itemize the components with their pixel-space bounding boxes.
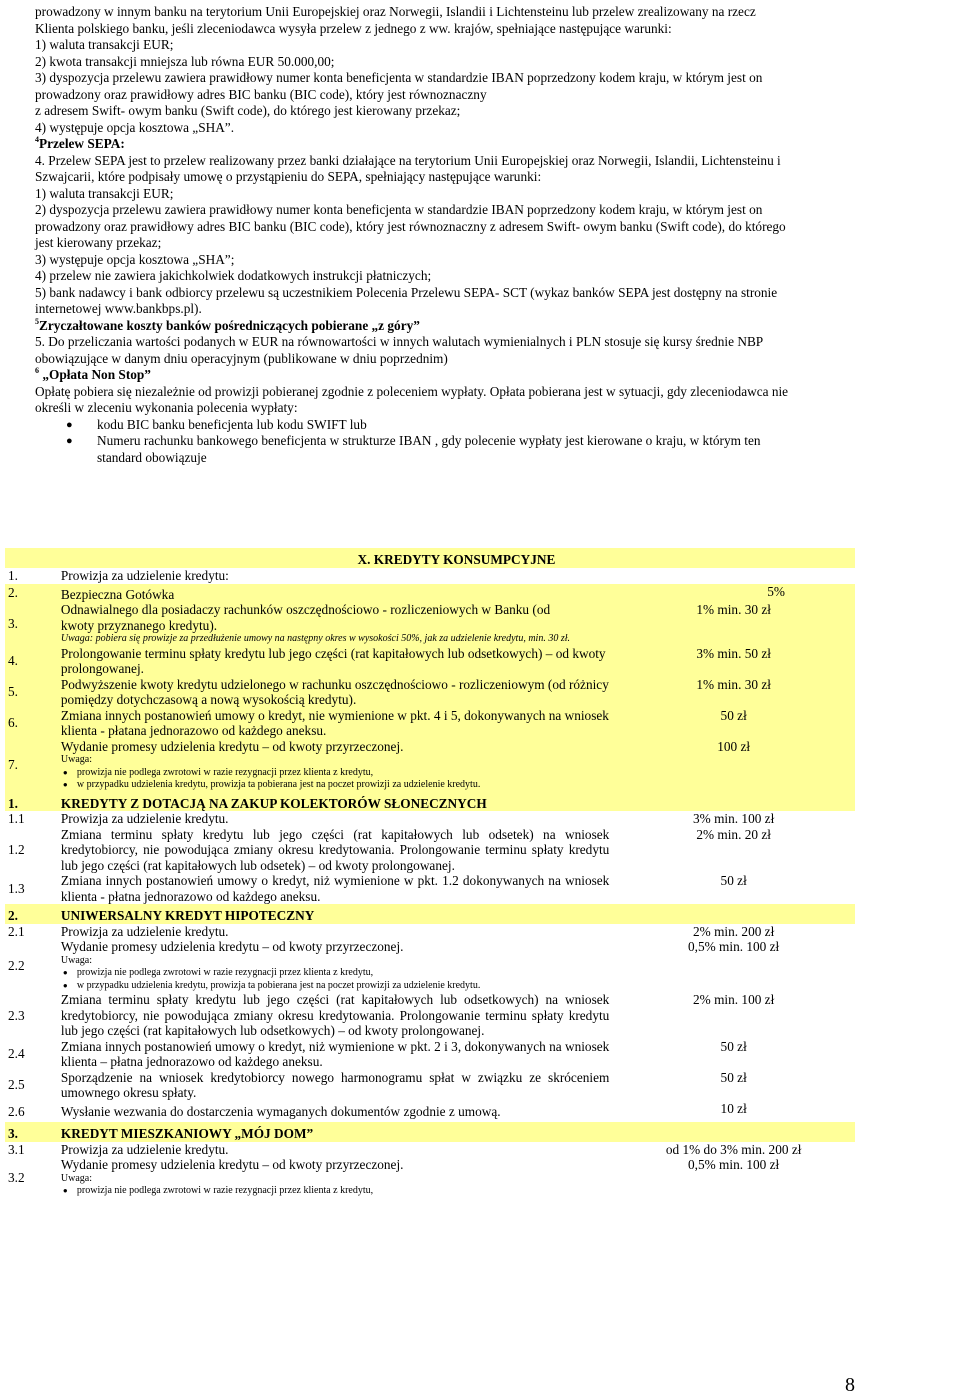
row-number: 7. [5, 739, 58, 792]
row-value: 50 zł [612, 708, 855, 739]
row-description: Prowizja za udzielenie kredytu. [58, 924, 612, 940]
table-row [5, 827, 855, 874]
table-row [5, 811, 855, 827]
row-number: 2.3 [5, 992, 58, 1039]
table-row [5, 873, 855, 904]
text-line: 5. Do przeliczania wartości podanych w EUR na równowartości w innych walutach wymienialnych i PLN stosuje się kursy średnie NBP [35, 334, 764, 349]
row-description: Zmiana terminu spłaty kredytu lub jego części (rat kapitałowych lub odsetkowych) na wniosek kredytobiorcy, nie powodująca zmiany okresu kredytowania. Prolongowanie terminu spłaty kredytu lub jego części (rat kapitałowych lub odsetkowych) – od kwoty prolongowanej. [58, 992, 612, 1039]
text-line: 1) waluta transakcji EUR; [35, 37, 174, 52]
row-description [58, 602, 612, 646]
page-number: 8 [845, 1374, 855, 1396]
text-line: Opłatę pobiera się niezależnie od prowizji pobieranej zgodnie z poleceniem wypłaty. Opłata pobierana jest w sytuacji, gdy zleceniodawca nie [35, 383, 789, 399]
bullet-text: Numeru rachunku bankowego beneficjenta w strukturze IBAN , gdy polecenie wypłaty jest kierowane o kraju, w którym ten [97, 433, 761, 448]
row-note: Uwaga: [60, 1172, 92, 1184]
note-bullet: ● prowizja nie podlega zwrotowi w razie rezygnacji przez klienta z kredytu, [61, 967, 609, 980]
row-value: od 1% do 3% min. 200 zł [612, 1142, 855, 1158]
row-value: 5% [612, 584, 855, 603]
row-number: 4. [5, 646, 58, 677]
text-line: internetowej www.bankbps.pl). [35, 301, 202, 316]
section-title: UNIWERSALNY KREDYT HIPOTECZNY [58, 904, 855, 924]
row-value: 2% min. 20 zł [612, 827, 855, 874]
row-number: 3.1 [5, 1142, 58, 1158]
text-line: jest kierowany przekaz; [35, 235, 162, 250]
text-line: prowadzony oraz prawidłowy adres BIC banku (BIC code), który jest równoznaczny [35, 86, 487, 102]
note-bullet: ● prowizja nie podlega zwrotowi w razie rezygnacji przez klienta z kredytu, [61, 1185, 609, 1198]
row-value: 0,5% min. 100 zł [612, 939, 855, 992]
row-number: 6. [5, 708, 58, 739]
text-line: prowadzony oraz prawidłowy adres BIC banku (BIC code), który jest równoznaczny z adresem Swift- owym banku (Swift code), do którego [35, 218, 786, 234]
text-line: 5) bank nadawcy i bank odbiorcy przelewu są uczestnikiem Polecenia Przelewu SEPA- SCT (wykaz banków SEPA jest dostępny na stronie [35, 284, 778, 300]
note-bullet: ● w przypadku udzielenia kredytu, prowizja ta pobierana jest na poczet prowizji za udzielenie kredytu. [61, 980, 609, 993]
row-value: 50 zł [612, 1070, 855, 1101]
row-number: 3. [5, 602, 58, 646]
text-line: 1) waluta transakcji EUR; [35, 185, 174, 201]
row-value: 100 zł [612, 739, 855, 792]
row-number: 2.1 [5, 924, 58, 940]
row-number: 1.2 [5, 827, 58, 874]
row-number: 2.6 [5, 1101, 58, 1123]
section-number: 3. [5, 1122, 58, 1142]
row-number: 2.5 [5, 1070, 58, 1101]
row-description: Zmiana innych postanowień umowy o kredyt, niż wymienione w pkt. 2 i 3, dokonywanych na wniosek klienta – płatna jednorazowo od każdego aneksu. [58, 1039, 612, 1070]
text-line: określi w zleceniu wykonania polecenia wypłaty: [35, 400, 298, 415]
description-line: Wydanie promesy udzielenia kredytu – od kwoty przyrzeczonej. [60, 1157, 404, 1172]
section-header-row [5, 904, 855, 924]
row-number: 2.2 [5, 939, 58, 992]
row-description: Bezpieczna Gotówka [58, 584, 612, 603]
footnote-marker: 5 [35, 316, 39, 326]
body-text [35, 4, 935, 466]
table-title: X. KREDYTY KONSUMPCYJNE [58, 548, 855, 568]
row-description: Wysłanie wezwania do dostarczenia wymaganych dokumentów zgodnie z umową. [58, 1101, 612, 1123]
row-number: 2. [5, 584, 58, 603]
row-value: 50 zł [612, 873, 855, 904]
row-description: Zmiana terminu spłaty kredytu lub jego części (rat kapitałowych lub odsetek) na wniosek kredytobiorcy, nie powodująca zmiany okresu kredytowania. Prolongowanie terminu spłaty kredytu lub jego części (rat kapitałowych lub odsetek) – od kwoty prolongowanej. [58, 827, 612, 874]
section-title: KREDYT MIESZKANIOWY „MÓJ DOM” [58, 1122, 855, 1142]
table-row [5, 646, 855, 677]
section-number: 1. [5, 792, 58, 812]
row-description: Prolongowanie terminu spłaty kredytu lub jego części (rat kapitałowych lub odsetkowych) – od kwoty prolongowanej. [58, 646, 612, 677]
table-row [5, 939, 855, 992]
row-value: 2% min. 200 zł [612, 924, 855, 940]
description-line: Odnawialnego dla posiadaczy rachunków oszczędnościowo - rozliczeniowych w Banku (od [60, 602, 551, 617]
text-line: 3) występuje opcja kosztowa „SHA”; [35, 251, 235, 267]
table-row [5, 924, 855, 940]
row-value: 3% min. 50 zł [612, 646, 855, 677]
row-number: 3.2 [5, 1157, 58, 1198]
footnote-marker: 6 [35, 366, 39, 375]
row-note: Uwaga: [60, 954, 92, 966]
table-row [5, 992, 855, 1039]
footnote-4-heading [35, 136, 935, 153]
table-row [5, 584, 855, 603]
row-description [58, 739, 612, 792]
table-row [5, 677, 855, 708]
table-row [5, 1142, 855, 1158]
row-number: 2.4 [5, 1039, 58, 1070]
bullet-item [35, 433, 935, 466]
row-description: Prowizja za udzielenie kredytu. [58, 811, 612, 827]
row-number: 1. [5, 568, 58, 584]
row-value: 50 zł [612, 1039, 855, 1070]
row-number: 5. [5, 677, 58, 708]
row-description: Prowizja za udzielenie kredytu. [58, 1142, 612, 1158]
section-header-row [5, 792, 855, 812]
table-row [5, 568, 855, 584]
row-note: Uwaga: pobiera się prowizje za przedłużenie umowy na następny okres w wysokości 50%, jak za udzielenie kredytu, min. 30 zł. [60, 633, 570, 644]
text-line: Szwajcarii, które podpisały umowę o przystąpieniu do SEPA, spełniający następujące warunki: [35, 169, 542, 184]
text-line: z adresem Swift- owym banku (Swift code), do którego jest kierowany przekaz; [35, 103, 461, 118]
row-value: 3% min. 100 zł [612, 811, 855, 827]
row-note: Uwaga: [60, 754, 92, 765]
footnote-5-heading [35, 318, 935, 335]
row-description: Prowizja za udzielenie kredytu: [58, 568, 612, 584]
text-line: 4) występuje opcja kosztowa „SHA”. [35, 119, 235, 135]
section-header-row [5, 1122, 855, 1142]
table-row [5, 739, 855, 792]
row-description: Podwyższenie kwoty kredytu udzielonego w rachunku oszczędnościowo - rozliczeniowym (od różnicy pomiędzy dotychczasową a nową wysokością kredytu). [58, 677, 612, 708]
note-bullet: ● w przypadku udzielenia kredytu, prowizja ta pobierana jest na poczet prowizji za udzielenie kredytu. [61, 779, 609, 792]
row-value: 1% min. 30 zł [612, 677, 855, 708]
table-row [5, 1101, 855, 1123]
text-line: obowiązujące w danym dniu operacyjnym (publikowane w dniu poprzednim) [35, 350, 448, 366]
row-value: 0,5% min. 100 zł [612, 1157, 855, 1198]
row-description: Sporządzenie na wniosek kredytobiorcy nowego harmonogramu spłat w związku ze skróceniem umownego okresu spłaty. [58, 1070, 612, 1101]
table-row [5, 602, 855, 646]
row-description [58, 939, 612, 992]
table-title-row [5, 548, 855, 568]
bullet-text: standard obowiązuje [97, 449, 207, 465]
footnote-title: „Opłata Non Stop” [42, 367, 151, 382]
row-value [612, 568, 855, 584]
bullet-text: kodu BIC banku beneficjenta lub kodu SWIFT lub [97, 416, 367, 432]
text-line: Klienta polskiego banku, jeśli zleceniodawca wysyła przelew z jednego z ww. krajów, spełniające następujące warunki: [35, 20, 672, 36]
text-line: 3) dyspozycja przelewu zawiera prawidłowy numer konta beneficjenta w standardzie IBAN poprzedzony kodem kraju, w którym jest on [35, 70, 763, 85]
text-line: 4. Przelew SEPA jest to przelew realizowany przez banki działające na terytorium Unii Europejskiej oraz Norwegii, Islandii, Lichtensteinu i [35, 152, 781, 168]
footnote-marker: 4 [35, 135, 39, 144]
row-description [58, 1157, 612, 1198]
bullet-list [35, 417, 935, 467]
fee-table [5, 548, 855, 1198]
text-line: 2) kwota transakcji mniejsza lub równa EUR 50.000,00; [35, 53, 335, 69]
table-row [5, 1157, 855, 1198]
text-line: 2) dyspozycja przelewu zawiera prawidłowy numer konta beneficjenta w standardzie IBAN poprzedzony kodem kraju, w którym jest on [35, 202, 763, 217]
footnote-title: Zryczałtowane koszty banków pośredniczących pobierane „z góry” [39, 317, 420, 333]
row-value: 10 zł [612, 1101, 855, 1123]
row-value: 1% min. 30 zł [612, 602, 855, 646]
section-title: KREDYTY Z DOTACJĄ NA ZAKUP KOLEKTORÓW SŁONECZNYCH [58, 792, 855, 812]
footnote-title: Przelew SEPA: [39, 136, 125, 151]
text-line: prowadzony w innym banku na terytorium Unii Europejskiej oraz Norwegii, Islandii i Lichtensteinu lub przelew zrealizowany na rzecz [35, 4, 756, 19]
row-number: 1.3 [5, 873, 58, 904]
row-description: Zmiana innych postanowień umowy o kredyt, niż wymienione w pkt. 1.2 dokonywanych na wniosek klienta - płatna jednorazowo od każdego aneksu. [58, 873, 612, 904]
note-bullet: ● prowizja nie podlega zwrotowi w razie rezygnacji przez klienta z kredytu, [61, 767, 609, 780]
bullet-item [35, 417, 935, 434]
row-value: 2% min. 100 zł [612, 992, 855, 1039]
description-line: Wydanie promesy udzielenia kredytu – od kwoty przyrzeczonej. [60, 939, 404, 954]
table-row [5, 1070, 855, 1101]
table-row [5, 1039, 855, 1070]
section-number: 2. [5, 904, 58, 924]
row-number: 1.1 [5, 811, 58, 827]
description-line: Wydanie promesy udzielenia kredytu – od kwoty przyrzeczonej. [60, 738, 404, 754]
description-line: kwoty przyznanego kredytu). [60, 617, 218, 633]
row-description: Zmiana innych postanowień umowy o kredyt, nie wymienione w pkt. 4 i 5, dokonywanych na wniosek klienta - płatana jednorazowo od każdego aneksu. [58, 708, 612, 739]
footnote-6-heading [35, 367, 935, 384]
table-row [5, 708, 855, 739]
text-line: 4) przelew nie zawiera jakichkolwiek dodatkowych instrukcji płatniczych; [35, 268, 432, 283]
